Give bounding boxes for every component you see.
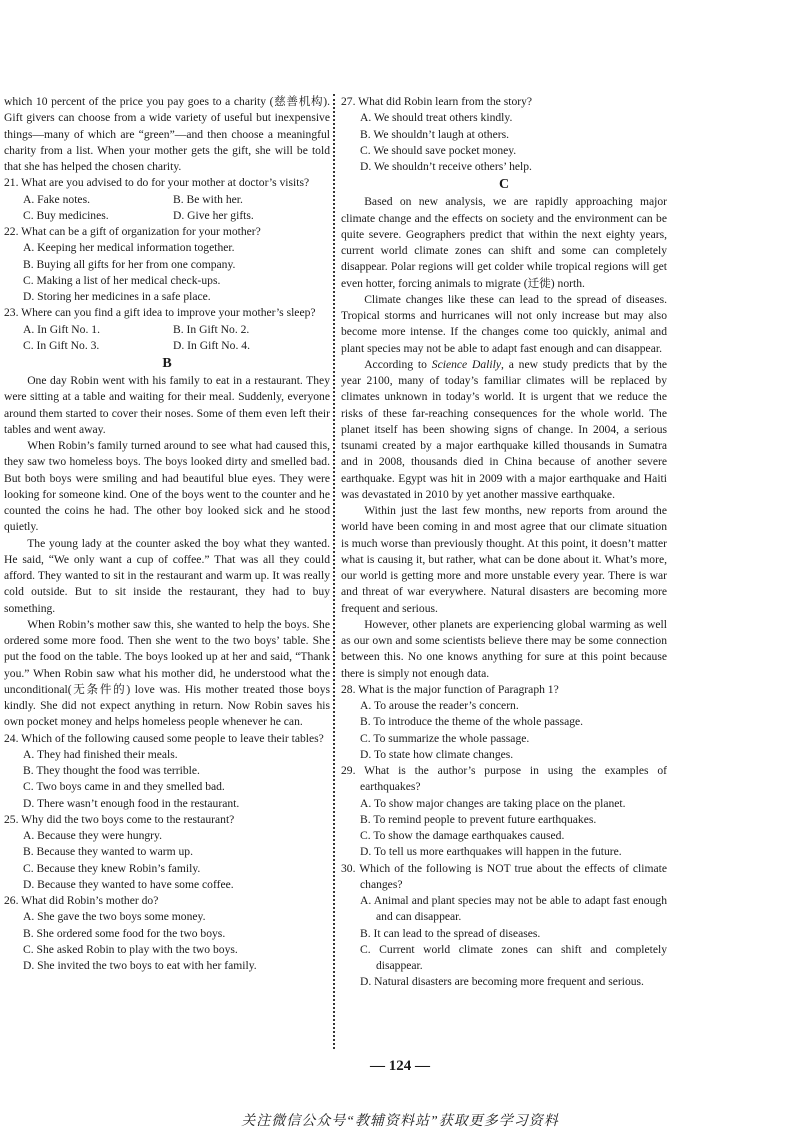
- option-b: B. They thought the food was terrible.: [23, 764, 200, 777]
- passage-c-paragraph: Based on new analysis, we are rapidly approaching major climate change and the effects on society and the environment can be quite severe. Geographers predict that within the next eighty years, current world climate zones can shift and some can completely disappear. Polar regions will get colder while tropical regions will get even hotter, forcing animals to migrate (迁徙) north.: [341, 195, 667, 290]
- option-b: B. In Gift No. 2.: [173, 322, 250, 336]
- passage-b-paragraph: One day Robin went with his family to eat in a restaurant. They were sitting at a table and waiting for their meal. Suddenly, everyone around them started to cover their noses. Some of them even left their tables and went away.: [4, 374, 330, 436]
- right-column: [341, 94, 667, 991]
- option-a: A. We should treat others kindly.: [360, 111, 513, 125]
- option-a: A. In Gift No. 1.: [23, 322, 100, 336]
- option-b: B. She ordered some food for the two boys.: [23, 926, 226, 940]
- option-a: A. To arouse the reader’s concern.: [360, 699, 519, 712]
- option-c: C. Two boys came in and they smelled bad.: [23, 780, 225, 794]
- option-d: D. There wasn’t enough food in the restaurant.: [23, 796, 240, 810]
- question-stem: 21. What are you advised to do for your mother at doctor’s visits?: [4, 176, 310, 190]
- passage-b-paragraph: When Robin’s mother saw this, she wanted to help the boys. She ordered some more food. Then she went to the two boys’ table. She put the food on the table. The boys looked up at her and said, “Thank you.” When Robin saw what his mother did, he understood what the unconditional(无条件的) love was. His mother treated those boys kindly. She did not expect anything in return. Now Robin saves his own pocket money and helps homeless people whenever he can.: [4, 617, 330, 729]
- option-a: A. Animal and plant species may not be able to adapt fast enough and can disappear.: [360, 894, 667, 924]
- option-c: C. We should save pocket money.: [360, 143, 517, 157]
- option-d: D. To state how climate changes.: [360, 747, 514, 761]
- option-d: D. Give her gifts.: [173, 208, 254, 222]
- option-b: B. It can lead to the spread of diseases.: [360, 926, 541, 940]
- option-b: B. Because they wanted to warm up.: [23, 845, 193, 859]
- question-stem: 29. What is the author’s purpose in using the examples of earthquakes?: [341, 764, 667, 794]
- section-heading-c: C: [498, 177, 510, 193]
- option-a: A. To show major changes are taking place on the planet.: [360, 796, 626, 810]
- question-24: [4, 731, 330, 812]
- question-stem: 22. What can be a gift of organization for your mother?: [4, 225, 261, 238]
- footer-note: 关注微信公众号“教辅资料站”获取更多学习资料: [241, 1114, 559, 1129]
- intro-paragraph: which 10 percent of the price you pay goes to a charity (慈善机构). Gift givers can choose from a wide variety of useful but inexpensive things—many of which are “green”—and then choose a meaningful charity from a list. When your mother gets the gift, she will be told that she has helped the chosen charity.: [4, 95, 330, 173]
- option-c: C. Because they knew Robin’s family.: [23, 861, 201, 875]
- section-heading-b: B: [162, 356, 172, 371]
- question-27: [341, 94, 667, 175]
- question-22: [4, 224, 330, 305]
- passage-b-paragraph: When Robin’s family turned around to see what had caused this, they saw two homeless boys. The boys looked dirty and smelled bad. But both boys were smiling and had beautiful blue eyes. They were looking for someone kind. One of the boys went to the counter and he counted the coins he had. The other boy looked sick and he stood quietly.: [4, 439, 330, 534]
- option-d: D. Because they wanted to have some coffee.: [23, 877, 234, 891]
- question-23: [4, 305, 330, 354]
- citation-body: , a new study predicts that by the year 2100, many of today’s familiar climates will be replaced by climates unknown in today’s world. It is urgent that we reduce the risks of these far-reaching consequences for the whole world. The planet itself has been showing signs of change. In 2004, a serious tsunami created by a major earthquake killed thousands in Sumatra and in 2008, thousands died in China because of another severe earthquake. Egypt was hit in 2009 with a major earthquake and Haiti was devastated in 2010 by yet another massive earthquake.: [341, 357, 668, 501]
- option-d: D. Natural disasters are becoming more frequent and serious.: [360, 975, 644, 989]
- option-c: C. Buy medicines.: [23, 208, 109, 222]
- question-30: [341, 861, 667, 991]
- question-stem: 28. What is the major function of Paragraph 1?: [341, 682, 559, 696]
- passage-c-paragraph: Within just the last few months, new reports from around the world have been coming in and most agree that our climate situation is much worse than previously thought. At this point, it doesn’t matter what is causing it, but rather, what can be done about it. What’s more, our world is getting more and more unstable every year. There is war and threat of war everywhere. Natural disasters are becoming more frequent and serious.: [341, 504, 667, 615]
- option-a: A. Fake notes.: [23, 192, 90, 206]
- option-b: B. To introduce the theme of the whole passage.: [360, 715, 584, 729]
- option-d: D. She invited the two boys to eat with her family.: [23, 959, 257, 972]
- option-d: D. We shouldn’t receive others’ help.: [360, 160, 532, 173]
- question-29: [341, 763, 667, 861]
- option-b: B. Be with her.: [173, 192, 243, 206]
- passage-b-paragraph: The young lady at the counter asked the boy what they wanted. He said, “We only want a cup of coffee.” That was all they could afford. They wanted to sit in the restaurant and warm up. It was really cold outside. But to sit inside the restaurant, they had to buy something.: [4, 536, 330, 615]
- option-d: D. Storing her medicines in a safe place.: [23, 290, 211, 303]
- option-b: B. To remind people to prevent future earthquakes.: [360, 812, 597, 826]
- passage-c-paragraph: Climate changes like these can lead to the spread of diseases. Tropical storms and hurricanes will not only increase but may also become more intense. If the changes come too quickly, animal and plant species may not be able to adapt fast enough and can disappear.: [341, 292, 667, 355]
- question-28: [341, 682, 667, 763]
- question-stem: 26. What did Robin’s mother do?: [4, 894, 159, 907]
- option-d: D. In Gift No. 4.: [173, 338, 250, 352]
- question-21: [4, 175, 330, 224]
- option-c: C. To summarize the whole passage.: [360, 731, 530, 745]
- option-a: A. Keeping her medical information together.: [23, 241, 235, 255]
- option-c: C. To show the damage earthquakes caused.: [360, 829, 565, 842]
- question-stem: 30. Which of the following is NOT true about the effects of climate changes?: [341, 861, 667, 891]
- option-c: C. She asked Robin to play with the two boys.: [23, 942, 238, 956]
- question-stem: 23. Where can you find a gift idea to improve your mother’s sleep?: [4, 306, 316, 320]
- option-a: A. She gave the two boys some money.: [23, 910, 206, 924]
- question-25: [4, 812, 330, 893]
- citation-lead: According to: [364, 357, 432, 371]
- page-number: — 124 —: [370, 1058, 430, 1074]
- option-c: C. Current world climate zones can shift and completely disappear.: [360, 942, 667, 972]
- option-a: A. They had finished their meals.: [23, 747, 178, 761]
- option-d: D. To tell us more earthquakes will happen in the future.: [360, 845, 622, 859]
- question-stem: 24. Which of the following caused some people to leave their tables?: [4, 731, 324, 745]
- passage-c-paragraph: [341, 357, 667, 503]
- column-divider: [333, 94, 335, 1049]
- passage-c-paragraph: However, other planets are experiencing global warming as well as our own and some scientists believe there may be some connection between this. No one knows anything for sure at this point because there is simply not enough data.: [341, 617, 667, 680]
- question-stem: 25. Why did the two boys come to the restaurant?: [4, 812, 235, 826]
- source-title: Science Dalily: [431, 357, 501, 371]
- option-a: A. Because they were hungry.: [23, 829, 162, 842]
- question-26: [4, 893, 330, 974]
- option-b: B. Buying all gifts for her from one company.: [23, 257, 236, 271]
- option-c: C. Making a list of her medical check-ups.: [23, 273, 221, 287]
- option-b: B. We shouldn’t laugh at others.: [360, 127, 510, 141]
- left-column: [4, 94, 330, 974]
- question-stem: 27. What did Robin learn from the story?: [341, 95, 533, 108]
- option-c: C. In Gift No. 3.: [23, 338, 100, 352]
